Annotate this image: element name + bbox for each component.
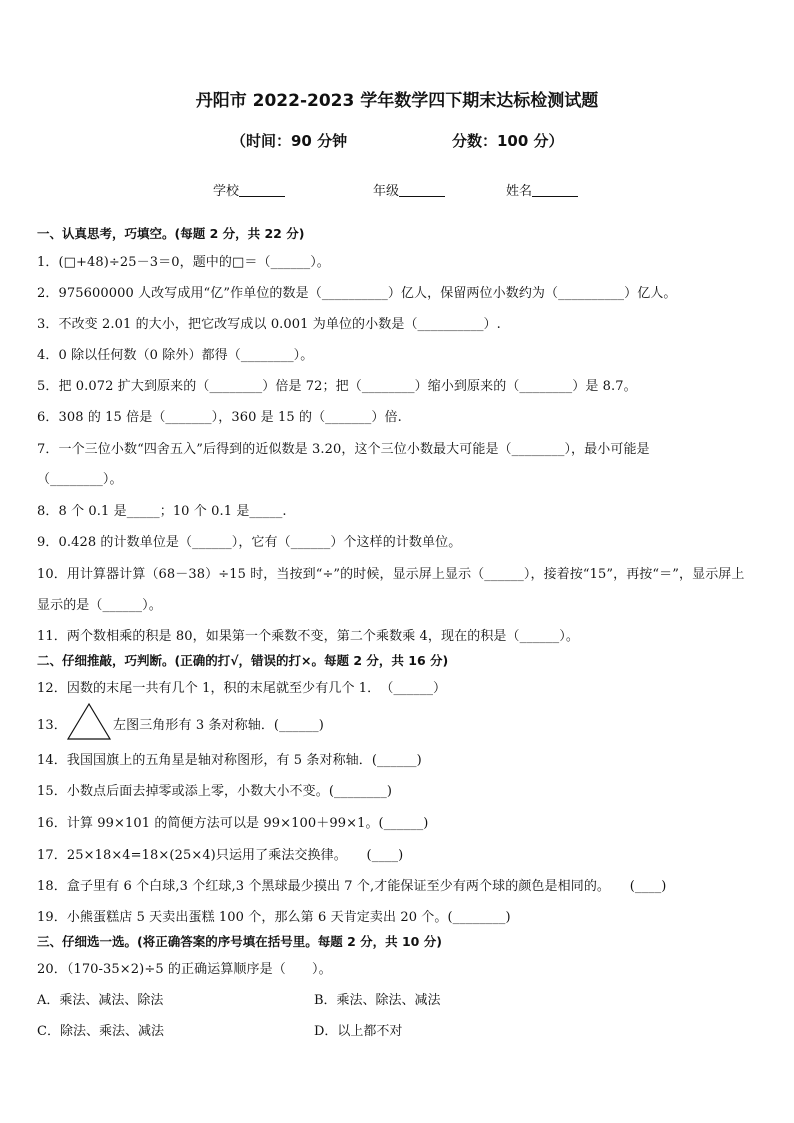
section-2-heading: 二、仔细推敲，巧判断。(正确的打√，错误的打×。每题 2 分，共 16 分) [37, 653, 449, 668]
exam-score: 分数：100 分） [452, 132, 564, 150]
grade-blank[interactable] [399, 183, 445, 197]
name-label: 姓名 [506, 184, 533, 199]
option-b[interactable]: B．乘法、除法、减法 [314, 993, 441, 1008]
question-1: 1．(□+48)÷25－3＝0，题中的□＝（______）。 [37, 255, 330, 270]
question-12: 12．因数的末尾一共有几个 1，积的末尾就至少有几个 1． （______） [37, 681, 447, 696]
page-title: 丹阳市 2022-2023 学年数学四下期末达标检测试题 [195, 91, 599, 111]
triangle-icon [66, 702, 112, 742]
question-2: 2．975600000 人改写成用“亿”作单位的数是（__________）亿人，保留两位小数约为（__________）亿人。 [37, 286, 677, 301]
school-blank[interactable] [239, 183, 285, 197]
question-18: 18．盒子里有 6 个白球,3 个红球,3 个黑球最少摸出 7 个,才能保证至少有两个球的颜色是相同的。 (____) [37, 879, 667, 894]
school-field[interactable] [213, 180, 285, 199]
question-17: 17．25×18×4=18×(25×4)只运用了乘法交换律。 (____) [37, 848, 404, 863]
question-10-line-1: 10．用计算器计算（68－38）÷15 时，当按到“÷”的时候，显示屏上显示（______），接着按“15”，再按“＝”，显示屏上 [37, 567, 745, 582]
question-9: 9．0.428 的计数单位是（______），它有（______）个这样的计数单位。 [37, 535, 462, 550]
option-c[interactable]: C．除法、乘法、减法 [37, 1024, 164, 1039]
section-1-heading: 一、认真思考，巧填空。(每题 2 分，共 22 分) [37, 226, 305, 241]
question-13-number: 13． [37, 718, 67, 733]
grade-label: 年级 [373, 184, 400, 199]
option-a[interactable]: A．乘法、减法、除法 [37, 993, 164, 1008]
question-13-text: 左图三角形有 3 条对称轴．(______) [113, 718, 324, 733]
name-blank[interactable] [532, 183, 578, 197]
school-label: 学校 [213, 184, 240, 199]
grade-field[interactable] [373, 180, 445, 199]
question-6: 6．308 的 15 倍是（_______），360 是 15 的（_______）倍. [37, 410, 402, 425]
name-field[interactable] [506, 180, 578, 199]
question-7-line-2: （________）。 [37, 472, 123, 487]
question-5: 5．把 0.072 扩大到原来的（________）倍是 72；把（________）缩小到原来的（________）是 8.7。 [37, 379, 637, 394]
triangle-figure [66, 702, 112, 742]
question-7-line-1: 7．一个三位小数“四舍五入”后得到的近似数是 3.20，这个三位小数最大可能是（________），最小可能是 [37, 442, 650, 457]
question-8: 8．8 个 0.1 是_____；10 个 0.1 是_____. [37, 504, 287, 519]
question-16: 16．计算 99×101 的简便方法可以是 99×100＋99×1。(______) [37, 816, 429, 831]
question-11: 11．两个数相乘的积是 80，如果第一个乘数不变，第二个乘数乘 4，现在的积是（______）。 [37, 629, 579, 644]
question-4: 4．0 除以任何数（0 除外）都得（________）。 [37, 348, 314, 363]
option-d[interactable]: D．以上都不对 [314, 1024, 403, 1039]
question-15: 15．小数点后面去掉零或添上零，小数大小不变。(________) [37, 784, 392, 799]
question-19: 19．小熊蛋糕店 5 天卖出蛋糕 100 个，那么第 6 天肯定卖出 20 个。(________) [37, 910, 511, 925]
exam-time: （时间：90 分钟 [231, 132, 348, 150]
question-10-line-2: 显示的是（______）。 [37, 598, 162, 613]
section-3-heading: 三、仔细选一选。(将正确答案的序号填在括号里。每题 2 分，共 10 分) [37, 934, 442, 949]
question-20: 20．（170-35×2)÷5 的正确运算顺序是（ ）。 [37, 962, 332, 977]
question-3: 3．不改变 2.01 的大小，把它改写成以 0.001 为单位的小数是（__________）. [37, 317, 501, 332]
question-14: 14．我国国旗上的五角星是轴对称图形，有 5 条对称轴．(______) [37, 753, 422, 768]
